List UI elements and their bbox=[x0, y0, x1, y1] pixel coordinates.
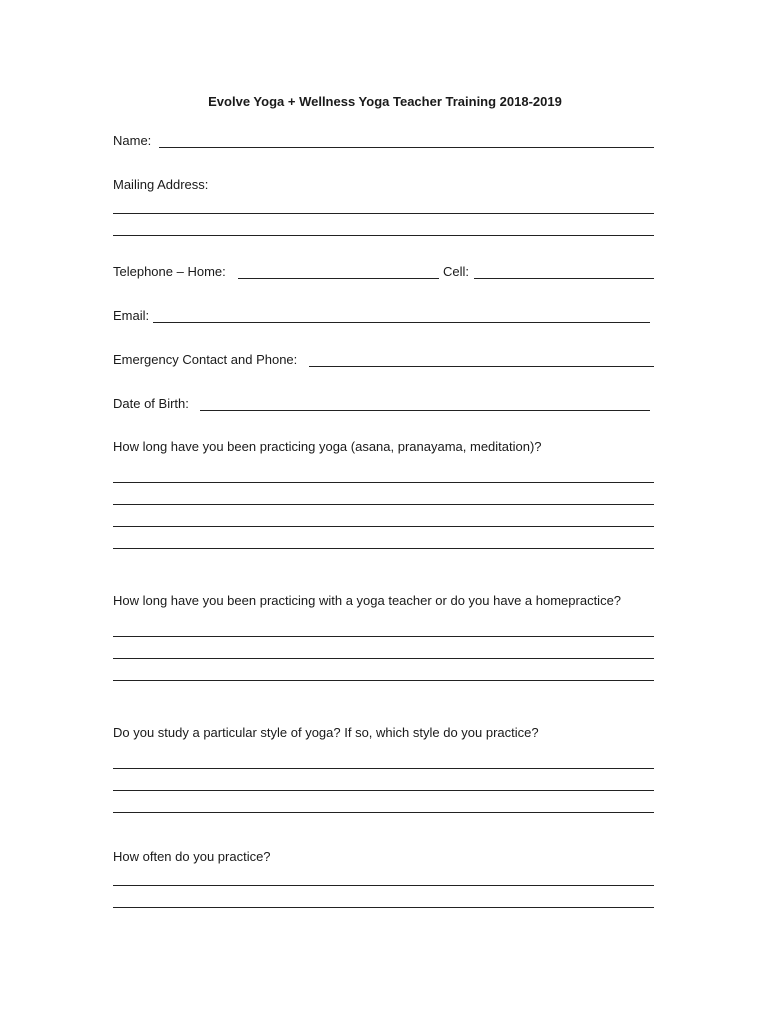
name-label: Name: bbox=[113, 133, 152, 148]
name-field-line[interactable] bbox=[159, 147, 654, 148]
question-1-answer-line[interactable] bbox=[113, 526, 654, 527]
question-1-answer-line[interactable] bbox=[113, 482, 654, 483]
mailing-address-line-1[interactable] bbox=[113, 213, 654, 214]
emergency-contact-label: Emergency Contact and Phone: bbox=[113, 352, 298, 367]
question-3: Do you study a particular style of yoga? If so, which style do you practice? bbox=[113, 725, 539, 740]
telephone-home-field-line[interactable] bbox=[238, 278, 439, 279]
emergency-contact-field-line[interactable] bbox=[309, 366, 654, 367]
cell-field-line[interactable] bbox=[474, 278, 654, 279]
email-field-line[interactable] bbox=[153, 322, 650, 323]
question-4-answer-line[interactable] bbox=[113, 885, 654, 886]
question-4-answer-line[interactable] bbox=[113, 907, 654, 908]
question-3-answer-line[interactable] bbox=[113, 812, 654, 813]
question-1: How long have you been practicing yoga (asana, pranayama, meditation)? bbox=[113, 439, 542, 454]
question-1-answer-line[interactable] bbox=[113, 548, 654, 549]
mailing-address-line-2[interactable] bbox=[113, 235, 654, 236]
question-3-answer-line[interactable] bbox=[113, 790, 654, 791]
telephone-home-label: Telephone – Home: bbox=[113, 264, 226, 279]
question-2-answer-line[interactable] bbox=[113, 680, 654, 681]
question-2-answer-line[interactable] bbox=[113, 658, 654, 659]
date-of-birth-label: Date of Birth: bbox=[113, 396, 189, 411]
question-1-answer-line[interactable] bbox=[113, 504, 654, 505]
question-3-answer-line[interactable] bbox=[113, 768, 654, 769]
email-label: Email: bbox=[113, 308, 150, 323]
cell-label: Cell: bbox=[443, 264, 470, 279]
question-4: How often do you practice? bbox=[113, 849, 271, 864]
question-2: How long have you been practicing with a yoga teacher or do you have a homepractice? bbox=[113, 593, 622, 608]
date-of-birth-field-line[interactable] bbox=[200, 410, 650, 411]
question-2-answer-line[interactable] bbox=[113, 636, 654, 637]
mailing-address-label: Mailing Address: bbox=[113, 177, 209, 192]
form-title: Evolve Yoga + Wellness Yoga Teacher Training 2018-2019 bbox=[208, 94, 562, 109]
